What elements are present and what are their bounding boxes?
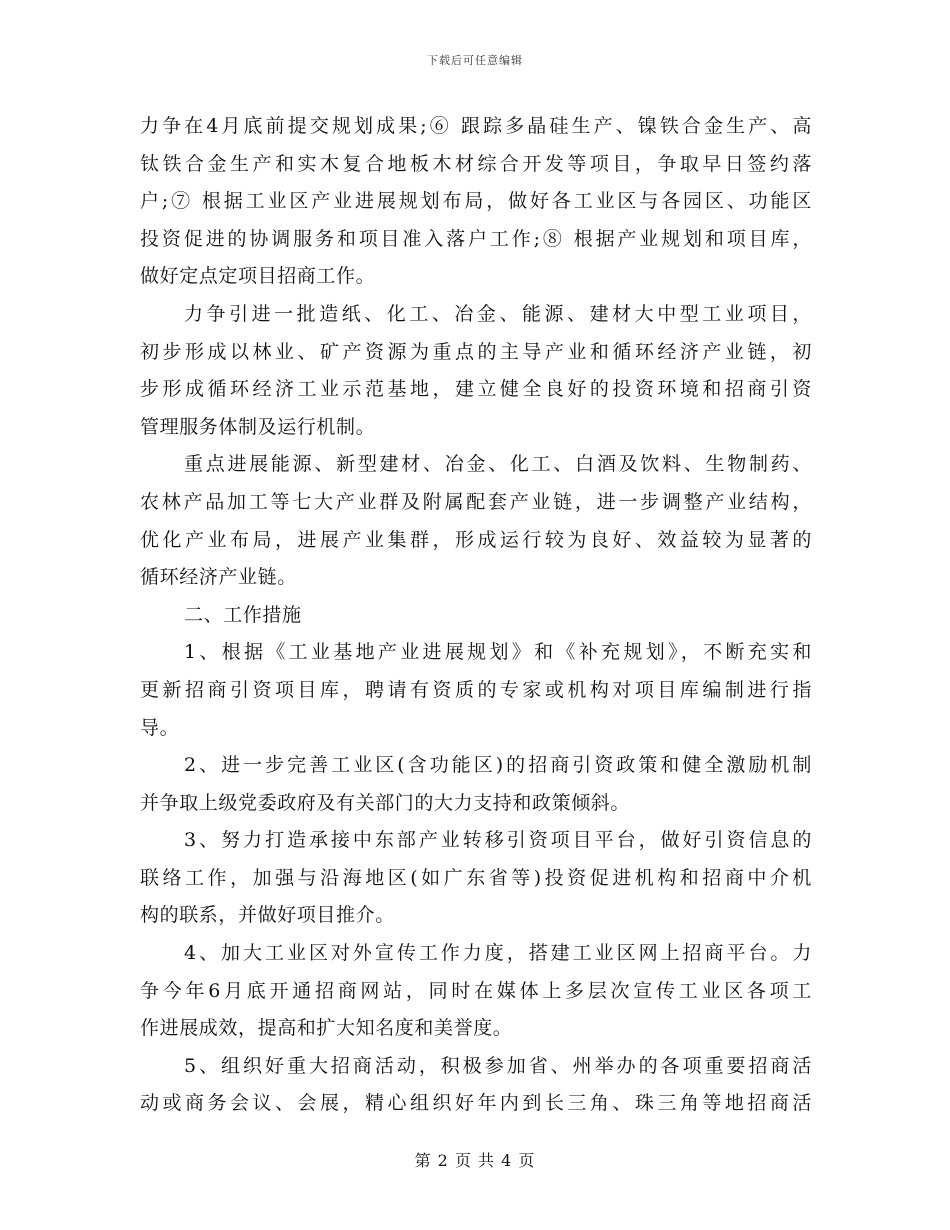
text-line: 力争在4月底前提交规划成果;⑥ 跟踪多晶硅生产、镍铁合金生产、高 <box>140 115 812 137</box>
paragraph-first-line: 3、努力打造承接中东部产业转移引资项目平台，做好引资信息的 <box>184 829 812 852</box>
text-line: 导。 <box>140 716 180 739</box>
text-line: 做好定点定项目招商工作。 <box>140 265 376 288</box>
paragraph-first-line: 2、进一步完善工业区(含功能区)的招商引资政策和健全激励机制 <box>184 754 812 777</box>
text-line: 农林产品加工等七大产业群及附属配套产业链，进一步调整产业结构， <box>140 490 812 513</box>
text-line: 联络工作，加强与沿海地区(如广东省等)投资促进机构和招商中介机 <box>140 866 812 889</box>
text-line: 动或商务会议、会展，精心组织好年内到长三角、珠三角等地招商活 <box>140 1092 812 1115</box>
text-line: 管理服务体制及运行机制。 <box>140 415 376 438</box>
text-line: 更新招商引资项目库，聘请有资质的专家或机构对项目库编制进行指 <box>140 678 812 701</box>
paragraph-first-line: 5、组织好重大招商活动，积极参加省、州举办的各项重要招商活 <box>184 1054 812 1077</box>
text-line: 作进展成效，提高和扩大知名度和美誉度。 <box>140 1017 513 1040</box>
document-body <box>140 108 812 1123</box>
text-line: 初步形成以林业、矿产资源为重点的主导产业和循环经济产业链，初 <box>140 340 812 363</box>
text-line: 优化产业布局，进展产业集群，形成运行较为良好、效益较为显著的 <box>140 528 812 551</box>
section-heading: 二、工作措施 <box>184 603 302 626</box>
paragraph-first-line: 重点进展能源、新型建材、冶金、化工、白酒及饮料、生物制药、 <box>184 453 812 476</box>
text-line: 争今年6月底开通招商网站，同时在媒体上多层次宣传工业区各项工 <box>140 979 812 1002</box>
page-number: 第 2 页 共 4 页 <box>414 1151 536 1170</box>
paragraph-first-line: 4、加大工业区对外宣传工作力度，搭建工业区网上招商平台。力 <box>184 942 812 965</box>
page-header-note: 下载后可任意编辑 <box>427 54 523 67</box>
text-line: 户;⑦ 根据工业区产业进展规划布局，做好各工业区与各园区、功能区 <box>140 190 812 213</box>
paragraph-first-line: 力争引进一批造纸、化工、冶金、能源、建材大中型工业项目， <box>184 302 812 325</box>
text-line: 并争取上级党委政府及有关部门的大力支持和政策倾斜。 <box>140 791 631 814</box>
paragraph-first-line: 1、根据《工业基地产业进展规划》和《补充规划》，不断充实和 <box>184 641 812 664</box>
text-line: 投资促进的协调服务和项目准入落户工作;⑧ 根据产业规划和项目库， <box>140 227 812 250</box>
text-line: 构的联系，并做好项目推介。 <box>140 904 395 927</box>
text-line: 钛铁合金生产和实木复合地板木材综合开发等项目，争取早日签约落 <box>140 152 812 175</box>
text-line: 循环经济产业链。 <box>140 566 297 589</box>
text-line: 步形成循环经济工业示范基地，建立健全良好的投资环境和招商引资 <box>140 378 812 401</box>
